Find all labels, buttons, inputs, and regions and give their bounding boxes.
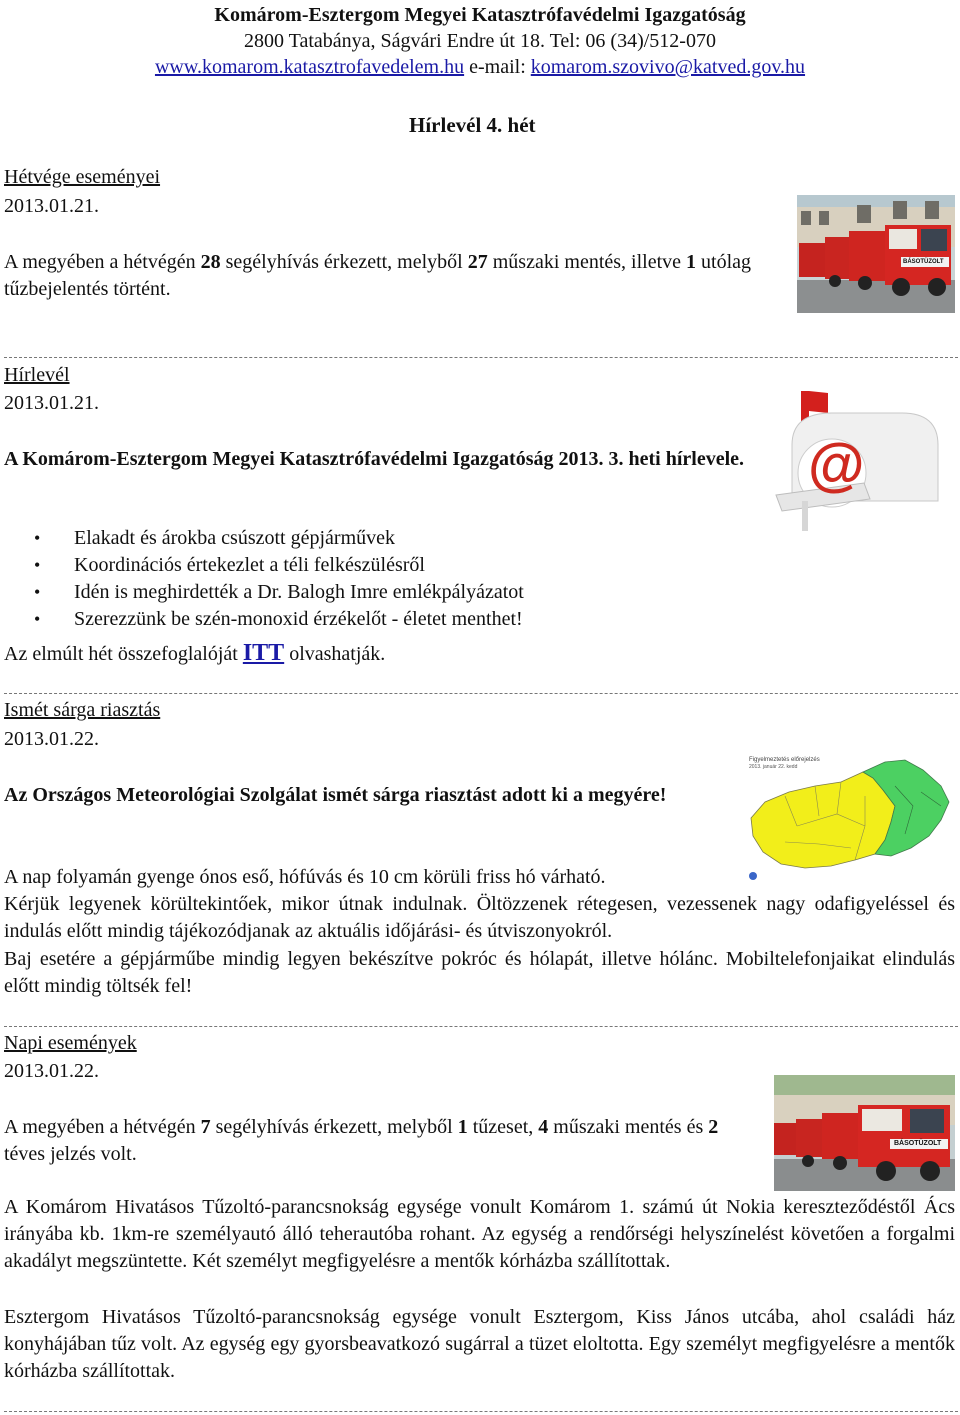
issue-title: Hírlevél 4. hét	[409, 113, 536, 137]
weather-warning-map	[745, 756, 955, 886]
alert-headline: Az Országos Meteorológiai Szolgálat ismét sárga riasztást adott ki a megyére!	[4, 784, 667, 806]
newsletter-topics	[4, 525, 744, 633]
map-subtitle: 2013. január 22. kedd	[749, 764, 798, 770]
summary-line: Az elmúlt hét összefoglalóját ITT olvashatják.	[4, 640, 386, 666]
section-date-newsletter: 2013.01.21.	[4, 392, 99, 414]
esztergom-incident: Esztergom Hivatásos Tűzoltó-parancsnokság egysége vonult Esztergom, Kiss János utcába, ahol családi ház konyhájában tűz volt. Az egység egy gyorsbeavatkozó sugárral a tüzet eloltotta. Egy személyt megfigyelésre a mentők kórházba szállítottak.	[4, 1306, 955, 1382]
section-date-alert: 2013.01.22.	[4, 728, 99, 750]
list-item: • Elakadt és árokba csúszott gépjárművek	[4, 525, 744, 552]
map-title: Figyelmeztetés előrejelzés	[749, 757, 820, 763]
fire-trucks-photo	[797, 195, 955, 313]
section-title-weekend: Hétvége eseményei	[4, 166, 161, 188]
org-contacts: www.komarom.katasztrofavedelem.hu e-mail: komarom.szovivo@katved.gov.hu	[154, 56, 806, 78]
list-item: • Szerezzünk be szén-monoxid érzékelőt - életet menthet!	[4, 606, 744, 633]
divider	[4, 693, 958, 694]
truck-plate: BÁSOTÜZOLT	[894, 1140, 942, 1147]
letterhead	[0, 2, 960, 80]
divider	[4, 1411, 958, 1412]
website-link[interactable]: www.komarom.katasztrofavedelem.hu	[154, 56, 465, 78]
fire-trucks-photo	[774, 1075, 955, 1191]
mailbox-illustration	[772, 383, 942, 531]
itt-link[interactable]: ITT	[242, 640, 285, 666]
list-item: • Koordinációs értekezlet a téli felkészülésről	[4, 552, 744, 579]
org-address: 2800 Tatabánya, Ságvári Endre út 18. Tel: 06 (34)/512-070	[244, 30, 716, 52]
komarom-incident: A Komárom Hivatásos Tűzoltó-parancsnokság egysége vonult Komárom 1. számú út Nokia kereszteződéstől Ács irányába kb. 1km-re személyautó álló teherautóba rohant. Az egység a rendőrségi helyszínelést követően a forgalmi akadályt megszüntette. Két személyt megfigyelésre a mentők kórházba szállítottak.	[4, 1196, 955, 1272]
at-sign-icon: @	[808, 432, 865, 497]
section-date-weekend: 2013.01.21.	[4, 195, 99, 217]
alert-equipment: Baj esetére a gépjárműbe mindig legyen bekészítve pokróc és hólapát, illetve hólánc. Mobiltelefonjaikat elindulás előtt mindig töltsék fel!	[4, 948, 955, 997]
daily-summary: A megyében a hétvégén 7 segélyhívás érkezett, melyből 1 tűzeset, 4 műszaki mentés és 2 téves jelzés volt.	[4, 1116, 719, 1165]
weekend-summary: A megyében a hétvégén 28 segélyhívás érkezett, melyből 27 műszaki mentés, illetve 1 utólag tűzbejelentés történt.	[4, 251, 752, 300]
section-date-daily: 2013.01.22.	[4, 1060, 99, 1082]
list-item: • Idén is meghirdették a Dr. Balogh Imre emlékpályázatot	[4, 579, 744, 606]
newsletter-headline: A Komárom-Esztergom Megyei Katasztrófavédelmi Igazgatóság 2013. 3. heti hírlevele.	[4, 448, 744, 470]
section-title-daily: Napi események	[4, 1032, 137, 1054]
truck-plate: BÁSOTÜZOLT	[903, 259, 944, 265]
section-title-newsletter: Hírlevél	[4, 364, 70, 386]
alert-advice: Kérjük legyenek körültekintőek, mikor útnak indulnak. Öltözzenek rétegesen, vezessenek nagy odafigyeléssel és indulás előtt mindig tájékozódjanak az aktuális időjárási- és útviszonyokról.	[4, 893, 955, 942]
divider	[4, 357, 958, 358]
alert-forecast: A nap folyamán gyenge ónos eső, hófúvás és 10 cm körüli friss hó várható.	[4, 866, 606, 888]
email-link[interactable]: komarom.szovivo@katved.gov.hu	[530, 56, 806, 78]
org-name: Komárom-Esztergom Megyei Katasztrófavédelmi Igazgatóság	[214, 4, 746, 26]
divider	[4, 1026, 958, 1027]
section-title-alert: Ismét sárga riasztás	[4, 699, 161, 721]
